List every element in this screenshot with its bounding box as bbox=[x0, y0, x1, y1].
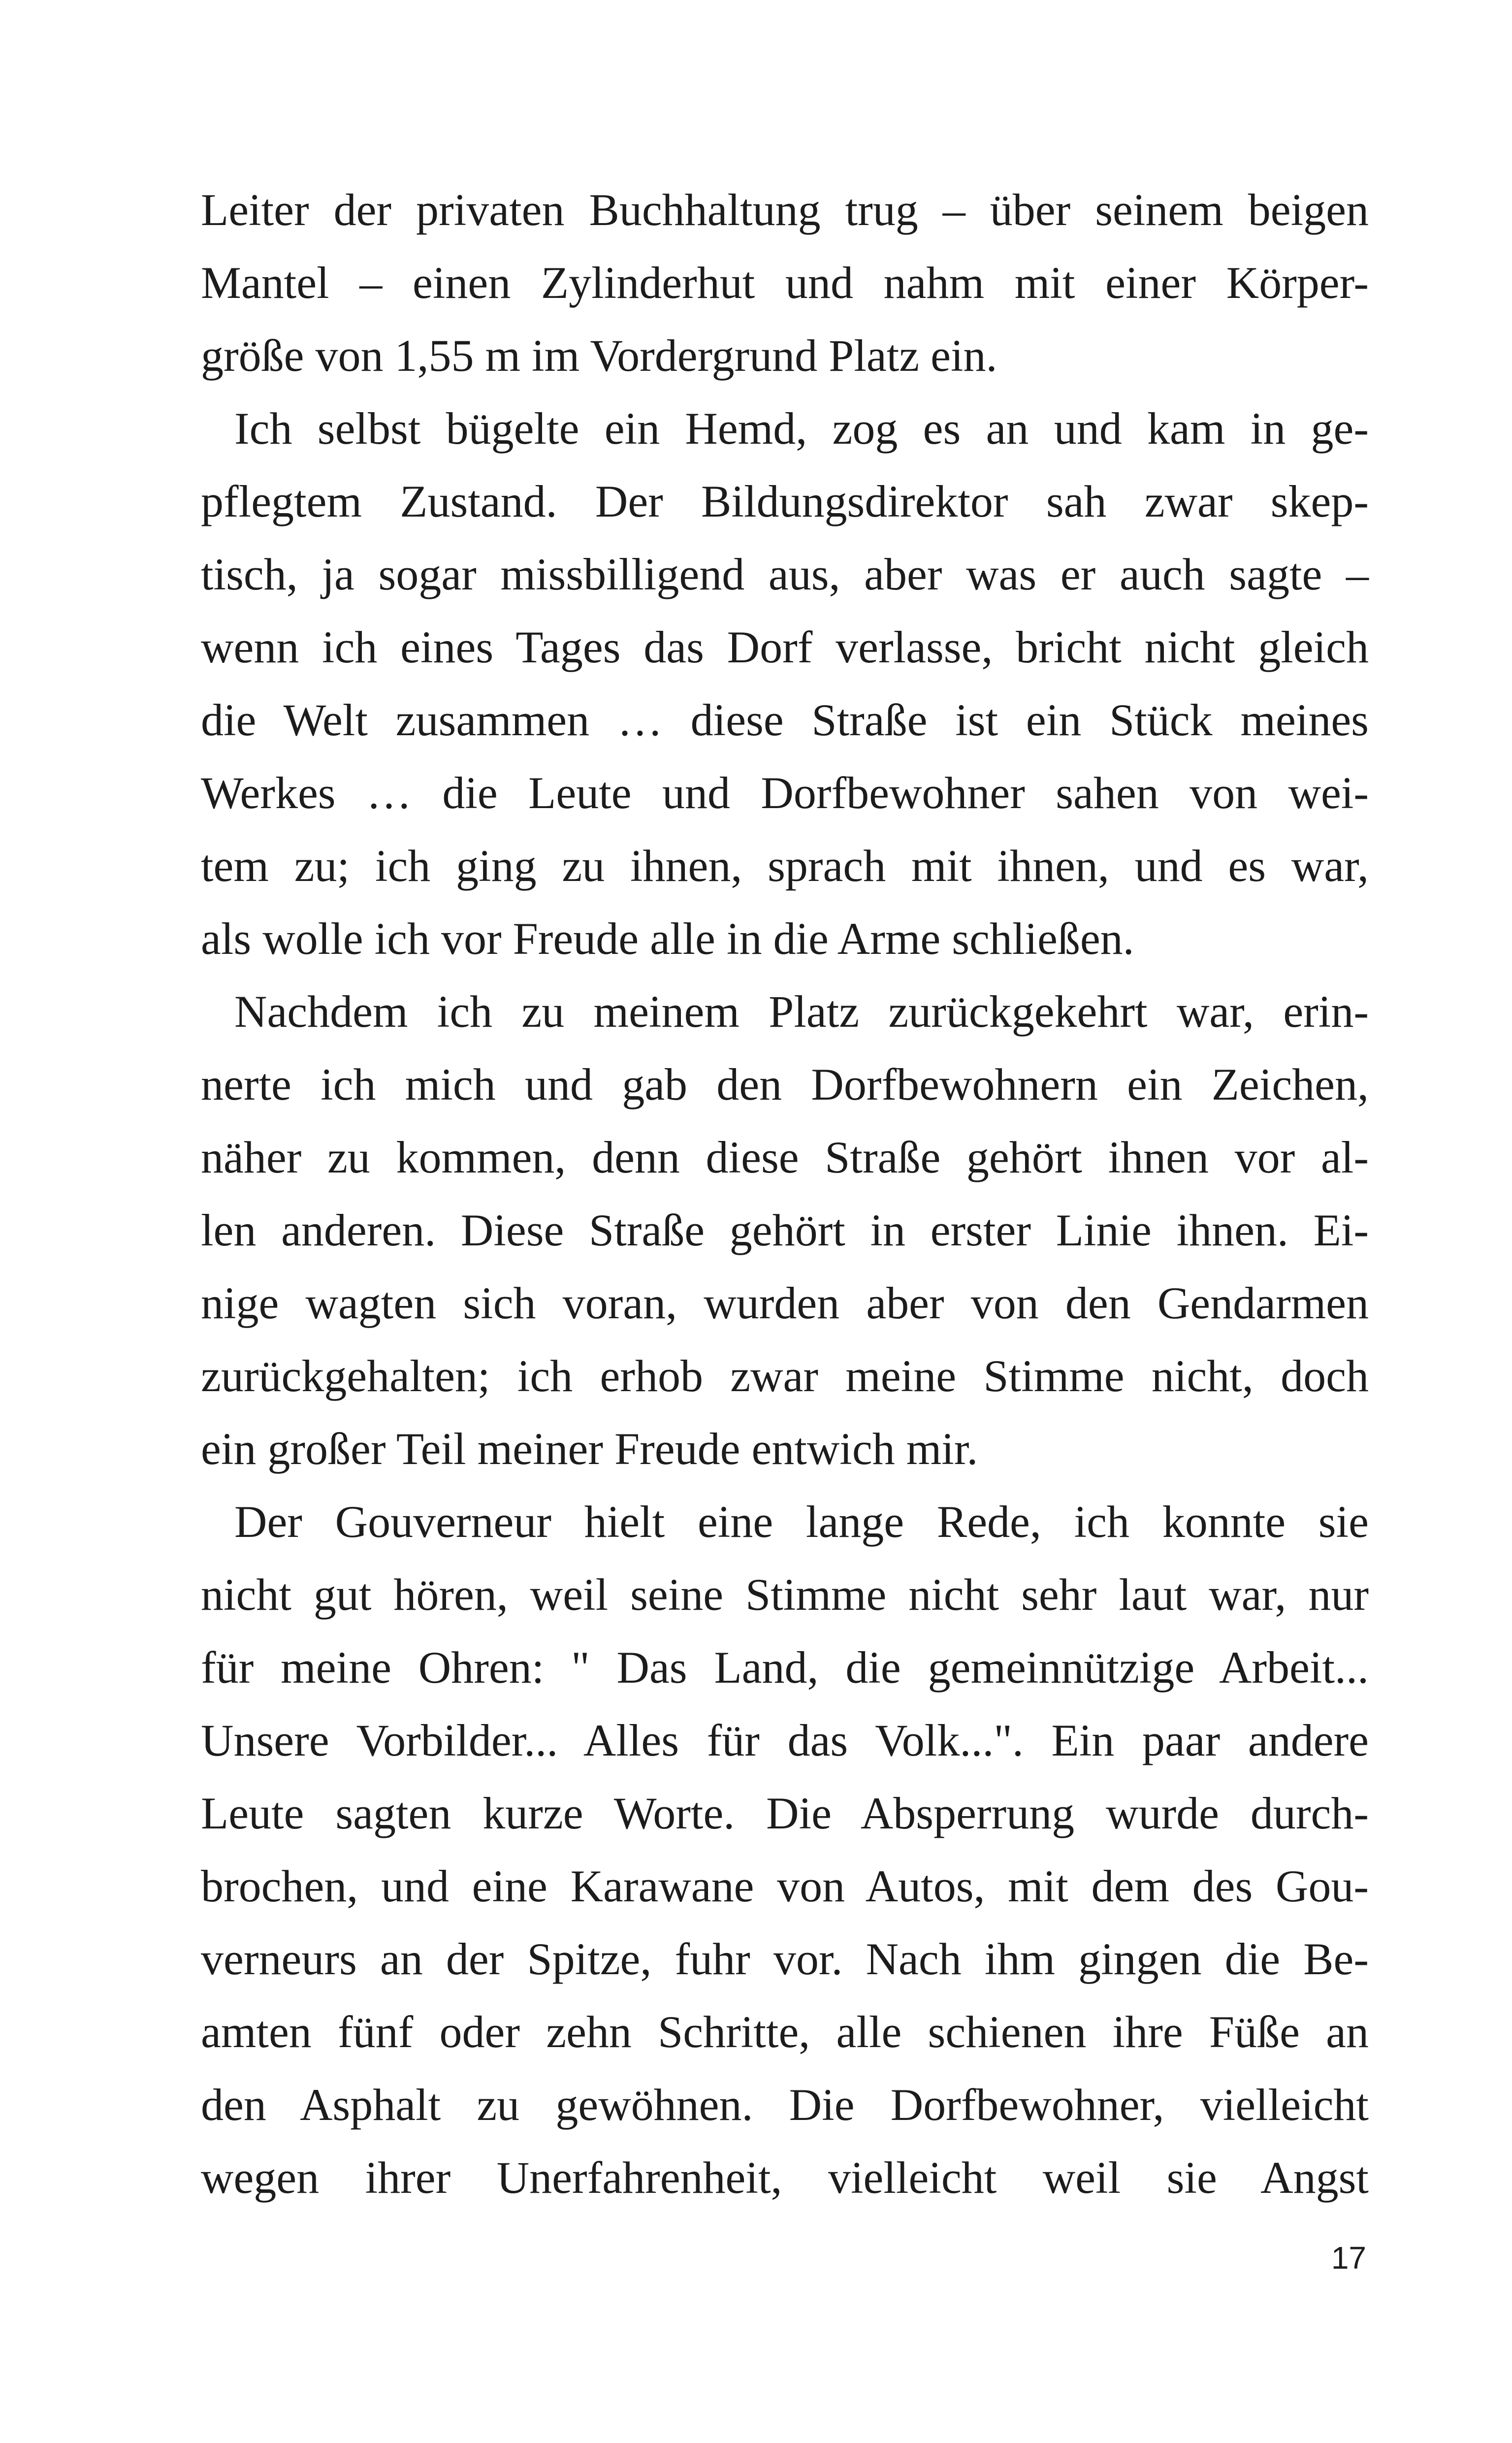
text-line: Werkes … die Leute und Dorfbewohner sahen von wei- bbox=[201, 768, 1369, 818]
text-line: nige wagten sich voran, wurden aber von den Gendarmen bbox=[201, 1278, 1369, 1328]
text-line: Nachdem ich zu meinem Platz zurückgekehrt war, erin- bbox=[234, 986, 1369, 1037]
text-line: für meine Ohren: " Das Land, die gemeinnützige Arbeit... bbox=[201, 1642, 1369, 1693]
text-line: Unsere Vorbilder... Alles für das Volk...". Ein paar andere bbox=[201, 1715, 1369, 1765]
text-line: verneurs an der Spitze, fuhr vor. Nach ihm gingen die Be- bbox=[201, 1934, 1369, 1984]
text-line: nicht gut hören, weil seine Stimme nicht sehr laut war, nur bbox=[201, 1569, 1369, 1620]
text-line: len anderen. Diese Straße gehört in erster Linie ihnen. Ei- bbox=[201, 1205, 1369, 1255]
text-line: den Asphalt zu gewöhnen. Die Dorfbewohner, vielleicht bbox=[201, 2080, 1369, 2130]
text-line: Leute sagten kurze Worte. Die Absperrung wurde durch- bbox=[201, 1788, 1369, 1838]
text-line: tisch, ja sogar missbilligend aus, aber was er auch sagte – bbox=[201, 549, 1369, 599]
text-line: größe von 1,55 m im Vordergrund Platz ein. bbox=[201, 330, 997, 381]
body-text bbox=[201, 173, 1369, 2214]
text-line: Mantel – einen Zylinderhut und nahm mit einer Körper- bbox=[201, 258, 1369, 308]
text-line: Der Gouverneur hielt eine lange Rede, ich konnte sie bbox=[234, 1497, 1369, 1547]
text-line: nerte ich mich und gab den Dorfbewohnern ein Zeichen, bbox=[201, 1059, 1369, 1109]
page-number: 17 bbox=[1331, 2240, 1366, 2276]
text-line: als wolle ich vor Freude alle in die Arme schließen. bbox=[201, 913, 1134, 964]
text-line: pflegtem Zustand. Der Bildungsdirektor sah zwar skep- bbox=[201, 476, 1369, 526]
text-line: amten fünf oder zehn Schritte, alle schienen ihre Füße an bbox=[201, 2007, 1369, 2057]
text-line: näher zu kommen, denn diese Straße gehört ihnen vor al- bbox=[201, 1132, 1369, 1182]
text-line: brochen, und eine Karawane von Autos, mit dem des Gou- bbox=[201, 1861, 1369, 1911]
text-line: tem zu; ich ging zu ihnen, sprach mit ihnen, und es war, bbox=[201, 841, 1369, 891]
text-line: wenn ich eines Tages das Dorf verlasse, bricht nicht gleich bbox=[201, 622, 1369, 672]
text-line: zurückgehalten; ich erhob zwar meine Stimme nicht, doch bbox=[201, 1351, 1369, 1401]
text-line: Leiter der privaten Buchhaltung trug – über seinem beigen bbox=[201, 185, 1369, 235]
text-line: ein großer Teil meiner Freude entwich mir. bbox=[201, 1424, 978, 1474]
text-line: Ich selbst bügelte ein Hemd, zog es an und kam in ge- bbox=[234, 403, 1369, 454]
text-line: wegen ihrer Unerfahrenheit, vielleicht weil sie Angst bbox=[201, 2152, 1369, 2203]
text-line: die Welt zusammen … diese Straße ist ein Stück meines bbox=[201, 695, 1369, 745]
